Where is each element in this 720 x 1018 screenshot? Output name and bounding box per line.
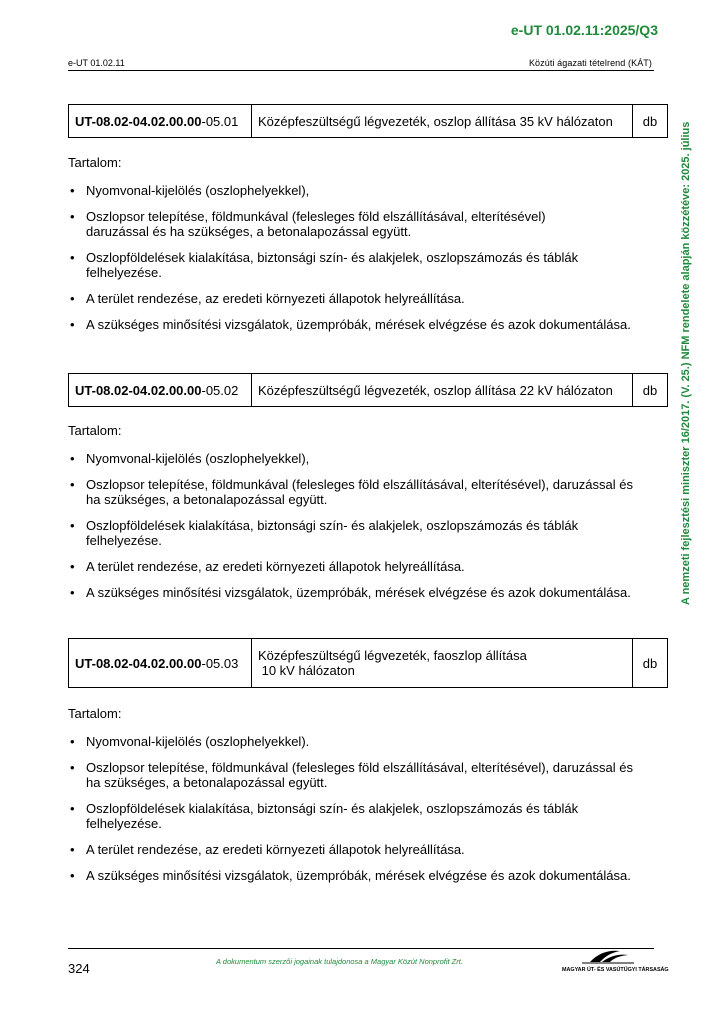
item-code: UT-08.02-04.02.00.00-05.02 bbox=[69, 374, 252, 407]
list-item: • Nyomvonal-kijelölés (oszlophelyekkel). bbox=[70, 734, 310, 749]
content-list bbox=[68, 183, 658, 332]
list-item: • Oszlopsor telepítése, földmunkával (felesleges föld elszállításával, elterítésével) daruzással és ha szükséges, a betonalapozással együtt. bbox=[70, 209, 546, 239]
item-code: UT-08.02-04.02.00.00-05.01 bbox=[69, 105, 252, 138]
content-list bbox=[68, 734, 658, 883]
item-description: Középfeszültségű légvezeték, oszlop állítása 35 kV hálózaton bbox=[252, 105, 633, 138]
item-content bbox=[68, 706, 658, 894]
logo-text: MAGYAR ÚT- ÉS VASÚTÜGYI TÁRSASÁG bbox=[562, 967, 669, 973]
company-logo bbox=[562, 947, 669, 973]
page-number: 324 bbox=[68, 961, 90, 976]
list-item: • A szükséges minősítési vizsgálatok, üzempróbák, mérések elvégzése és azok dokumentálása. bbox=[70, 317, 631, 332]
list-item: • Oszlopsor telepítése, földmunkával (felesleges föld elszállításával, elterítésével), daruzással és ha szükséges, a betonalapozással együtt. bbox=[70, 477, 633, 507]
item-table bbox=[68, 373, 668, 407]
item-content bbox=[68, 155, 658, 343]
item-table bbox=[68, 638, 668, 688]
item-unit: db bbox=[633, 374, 668, 407]
copyright-notice: A dokumentum szerzői jogainak tulajdonosa a Magyar Közút Nonprofit Zrt. bbox=[216, 957, 463, 966]
side-publication-note: A nemzeti fejlesztési miniszter 16/2017. (V. 25.) NFM rendelete alapján közzétéve: 2025. július bbox=[680, 121, 692, 606]
item-unit: db bbox=[633, 105, 668, 138]
list-item: • Oszlopsor telepítése, földmunkával (felesleges föld elszállításával, elterítésével), daruzással és ha szükséges, a betonalapozással együtt. bbox=[70, 760, 633, 790]
list-item: • Oszlopföldelések kialakítása, biztonsági szín- és alakjelek, oszlopszámozás és táblák felhelyezése. bbox=[70, 250, 579, 280]
list-item: • A terület rendezése, az eredeti környezeti állapotok helyreállítása. bbox=[70, 559, 465, 574]
content-label: Tartalom: bbox=[68, 706, 122, 721]
item-code: UT-08.02-04.02.00.00-05.03 bbox=[69, 639, 252, 688]
item-table bbox=[68, 104, 668, 138]
logo-mark-icon bbox=[562, 947, 654, 965]
header-divider bbox=[68, 70, 654, 71]
header-left: e-UT 01.02.11 bbox=[68, 58, 125, 68]
item-description: Középfeszültségű légvezeték, oszlop állítása 22 kV hálózaton bbox=[252, 374, 633, 407]
content-label: Tartalom: bbox=[68, 155, 122, 170]
document-code: e-UT 01.02.11:2025/Q3 bbox=[510, 22, 658, 38]
list-item: • Nyomvonal-kijelölés (oszlophelyekkel), bbox=[70, 183, 310, 198]
content-label: Tartalom: bbox=[68, 423, 122, 438]
list-item: • A terület rendezése, az eredeti környezeti állapotok helyreállítása. bbox=[70, 842, 465, 857]
list-item: • A terület rendezése, az eredeti környezeti állapotok helyreállítása. bbox=[70, 291, 465, 306]
content-list bbox=[68, 451, 658, 600]
item-content bbox=[68, 423, 658, 611]
item-unit: db bbox=[633, 639, 668, 688]
item-description: Középfeszültségű légvezeték, faoszlop állítása 10 kV hálózaton bbox=[252, 639, 633, 688]
list-item: • Oszlopföldelések kialakítása, biztonsági szín- és alakjelek, oszlopszámozás és táblák felhelyezése. bbox=[70, 518, 579, 548]
list-item: • Nyomvonal-kijelölés (oszlophelyekkel), bbox=[70, 451, 310, 466]
list-item: • A szükséges minősítési vizsgálatok, üzempróbák, mérések elvégzése és azok dokumentálása. bbox=[70, 585, 631, 600]
list-item: • Oszlopföldelések kialakítása, biztonsági szín- és alakjelek, oszlopszámozás és táblák felhelyezése. bbox=[70, 801, 579, 831]
header-right: Közúti ágazati tételrend (KÁT) bbox=[528, 58, 652, 68]
list-item: • A szükséges minősítési vizsgálatok, üzempróbák, mérések elvégzése és azok dokumentálása. bbox=[70, 868, 631, 883]
